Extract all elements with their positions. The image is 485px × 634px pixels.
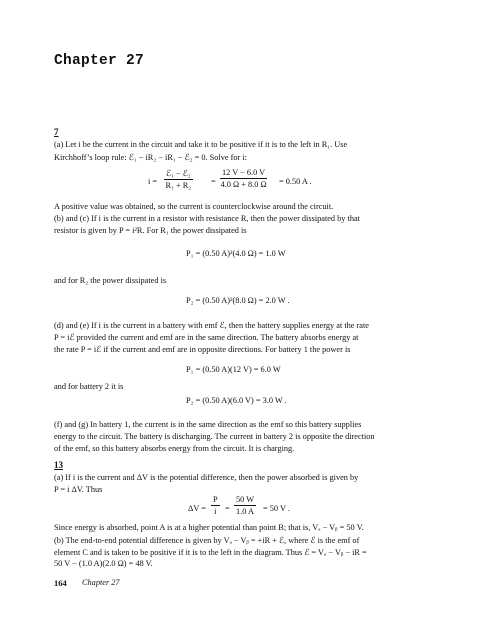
problem-13-since-line: Since energy is absorbed, point A is at a higher potential than point B; that is, Vₐ − Vᵦ = 50 V. <box>54 523 364 532</box>
problem-7-part-bc-line-1: (b) and (c) If i is the current in a resistor with resistance R, then the power dissipated by that <box>54 214 360 223</box>
equation-lhs: i = <box>148 177 158 186</box>
problem-7-part-a-line-1: (a) Let i be the current in the circuit and take it to be positive if it is to the left in R₁. Use <box>54 140 348 149</box>
equation-result: = 0.50 A . <box>279 177 312 186</box>
equation-power-r1: P₁ = (0.50 A)²(4.0 Ω) = 1.0 W <box>186 249 286 258</box>
equation-power-battery-2: P₂ = (0.50 A)(6.0 V) = 3.0 W . <box>186 396 287 405</box>
problem-7-part-de-line-3: the rate P = iℰ if the current and emf are in opposite directions. For battery 1 the power is <box>54 345 351 354</box>
footer-chapter: Chapter 27 <box>82 578 120 587</box>
fraction-denominator: 4.0 Ω + 8.0 Ω <box>220 180 267 189</box>
equation-power-r2: P₂ = (0.50 A)²(8.0 Ω) = 2.0 W . <box>186 296 290 305</box>
problem-7-positive-note: A positive value was obtained, so the current is counterclockwise around the circuit. <box>54 202 334 211</box>
problem-7-part-a-line-2: Kirchhoff’s loop rule: ℰ₁ − iR₂ − iR₁ − ℰ₂ = 0. Solve for i: <box>54 153 247 162</box>
fraction-values <box>234 495 256 516</box>
problem-7-battery-2-intro: and for battery 2 it is <box>54 382 124 391</box>
fraction-numerator: P <box>213 495 218 504</box>
footer-page-number: 164 <box>54 578 67 588</box>
problem-7-number: 7 <box>54 127 59 137</box>
equation-power-battery-1: P₁ = (0.50 A)(12 V) = 6.0 W <box>186 365 281 374</box>
equation-equals: = <box>211 177 216 186</box>
fraction-emf-over-resistance <box>164 168 193 190</box>
fraction-values <box>220 168 267 189</box>
fraction-denominator: R₁ + R₂ <box>165 181 192 190</box>
equation-equals: = <box>225 504 230 513</box>
problem-7-r2-intro: and for R₂ the power dissipated is <box>54 276 167 285</box>
chapter-heading: Chapter 27 <box>54 53 145 69</box>
problem-7-part-bc-line-2: resistor is given by P = i²R. For R₁ the power dissipated is <box>54 226 247 235</box>
problem-13-part-a-line-2: P = i ΔV. Thus <box>54 485 103 494</box>
problem-13-number: 13 <box>54 460 63 470</box>
problem-13-part-b-line-3: 50 V − (1.0 A)(2.0 Ω) = 48 V. <box>54 559 153 568</box>
problem-7-part-fg-line-3: of the emf, so this battery absorbs energy from the circuit. It is charging. <box>54 444 295 453</box>
problem-13-part-a-line-1: (a) If i is the current and ΔV is the potential difference, then the power absorbed is given by <box>54 473 359 482</box>
problem-7-part-fg-line-1: (f) and (g) In battery 1, the current is in the same direction as the emf so this battery supplies <box>54 420 362 429</box>
equation-result: = 50 V . <box>263 504 290 513</box>
problem-13-part-b-line-1: (b) The end-to-end potential difference is given by Vₐ − Vᵦ = +iR + ℰ, where ℰ is the emf of <box>54 536 360 545</box>
fraction-power-over-current <box>211 495 220 516</box>
equation-lhs: ΔV = <box>188 504 206 513</box>
fraction-numerator: 50 W <box>236 495 255 504</box>
fraction-numerator: ℰ₁ − ℰ₂ <box>166 169 191 178</box>
problem-7-part-de-line-2: P = iℰ provided the current and emf are in the same direction. The battery absorbs energy at <box>54 333 359 342</box>
fraction-denominator: i <box>214 507 217 516</box>
problem-13-part-b-line-2: element C and is taken to be positive if it is to the left in the diagram. Thus ℰ = Vₐ − Vᵦ − iR = <box>54 548 367 557</box>
fraction-numerator: 12 V − 6.0 V <box>222 168 266 177</box>
problem-7-part-fg-line-2: energy to the circuit. The battery is discharging. The current in battery 2 is opposite the direction <box>54 432 375 441</box>
fraction-denominator: 1.0 A <box>236 507 255 516</box>
problem-7-part-de-line-1: (d) and (e) If i is the current in a battery with emf ℰ, then the battery supplies energy at the rate <box>54 321 369 330</box>
